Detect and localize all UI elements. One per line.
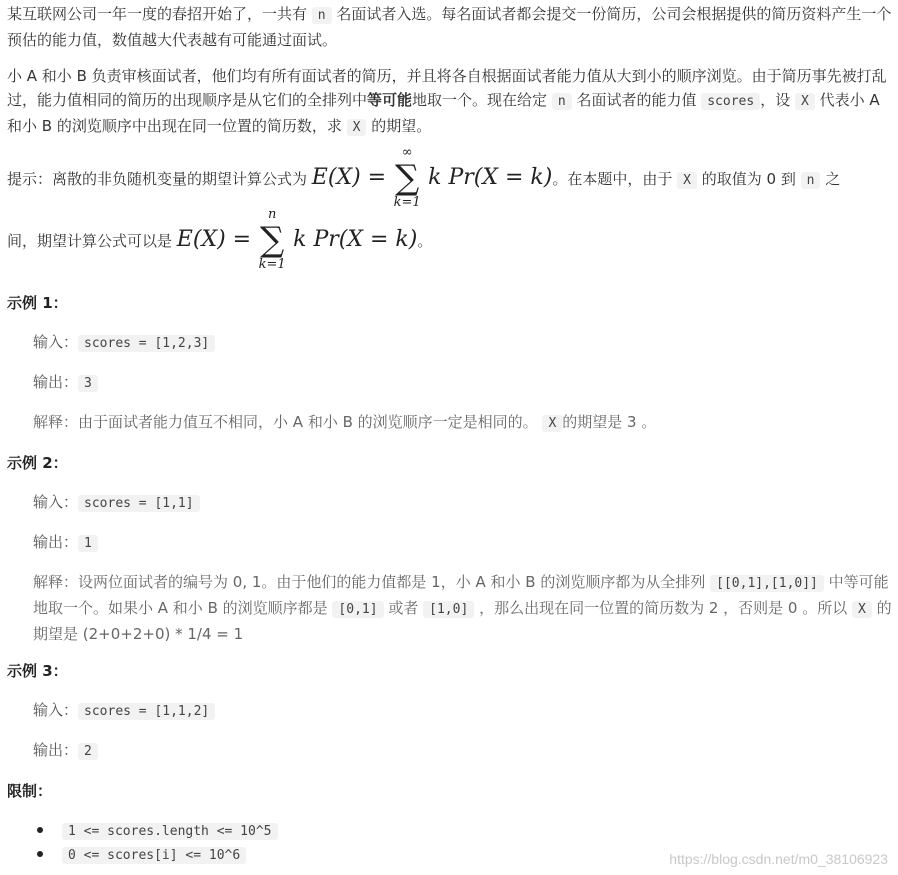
- formula-expectation-n: E(X) = n ∑ k=1 k Pr(X = k): [176, 207, 418, 272]
- example-2-input: 输入： scores = [1,1]: [33, 490, 892, 516]
- example-2-output: 输出： 1: [33, 530, 892, 556]
- example-3-title: 示例 3：: [7, 662, 68, 680]
- intro-paragraph-1: 某互联网公司一年一度的春招开始了，一共有 n 名面试者入选。每名面试者都会提交一份简历，公司会根据提供的简历资料产生一个预估的能力值，数值越大代表越有可能通过面试。: [7, 5, 892, 49]
- example-2-explanation: 解释：设两位面试者的编号为 0, 1。由于他们的能力值都是 1，小 A 和小 B 的浏览顺序都为从全排列 [[0,1],[1,0]] 中等可能地取一个。如果小 A 和小 B 的浏览顺序都是 [0,1] 或者 [1,0] ，那么出现在同一位置的简历数为 2 ，否则是 0 。所以 X 的期望是 (2+0+2+0) * 1/4 = 1: [33, 573, 892, 643]
- scores-code: scores: [701, 93, 760, 110]
- example-3-input: 输入： scores = [1,1,2]: [33, 698, 892, 724]
- sum-symbol: ∞ ∑ k=1: [393, 145, 421, 210]
- example-1-output: 输出： 3: [33, 370, 892, 396]
- formula-expectation-infinite: E(X) = ∞ ∑ k=1 k Pr(X = k): [311, 145, 553, 210]
- limits-title: 限制：: [7, 782, 53, 800]
- example-1-title: 示例 1：: [7, 294, 68, 312]
- example-1-explanation: 解释：由于面试者能力值互不相同，小 A 和小 B 的浏览顺序一定是相同的。 X 的期望是 3 。: [33, 413, 657, 431]
- sum-symbol: n ∑ k=1: [258, 207, 286, 272]
- intro-paragraph-2: 小 A 和小 B 负责审核面试者，他们均有所有面试者的简历，并且将各自根据面试者能力值从大到小的顺序浏览。由于简历事先被打乱过，能力值相同的简历的出现顺序是从它们的全排列中等可能地取一个。现在给定 n 名面试者的能力值 scores ，设 X 代表小 A 和小 B 的浏览顺序中出现在同一位置的简历数，求 X 的期望。: [7, 67, 887, 135]
- list-item: 1 <= scores.length <= 10^5: [0, 818, 278, 842]
- watermark: https://blog.csdn.net/m0_38106923: [669, 851, 888, 867]
- list-item: 0 <= scores[i] <= 10^6: [0, 842, 278, 866]
- hint-paragraph: 提示：离散的非负随机变量的期望计算公式为 E(X) = ∞ ∑ k=1 k Pr(X = k)。在本题中，由于 X 的取值为 0 到 n 之: [7, 145, 841, 210]
- n-code: n: [312, 7, 332, 24]
- bold-equal-probability: 等可能: [367, 91, 413, 109]
- limits-list: [0, 818, 278, 866]
- hint-paragraph-2: 间，期望计算公式可以是 E(X) = n ∑ k=1 k Pr(X = k)。: [7, 207, 433, 272]
- example-3-output: 输出： 2: [33, 738, 892, 764]
- example-2-title: 示例 2：: [7, 454, 68, 472]
- example-1-input: 输入： scores = [1,2,3]: [33, 330, 892, 356]
